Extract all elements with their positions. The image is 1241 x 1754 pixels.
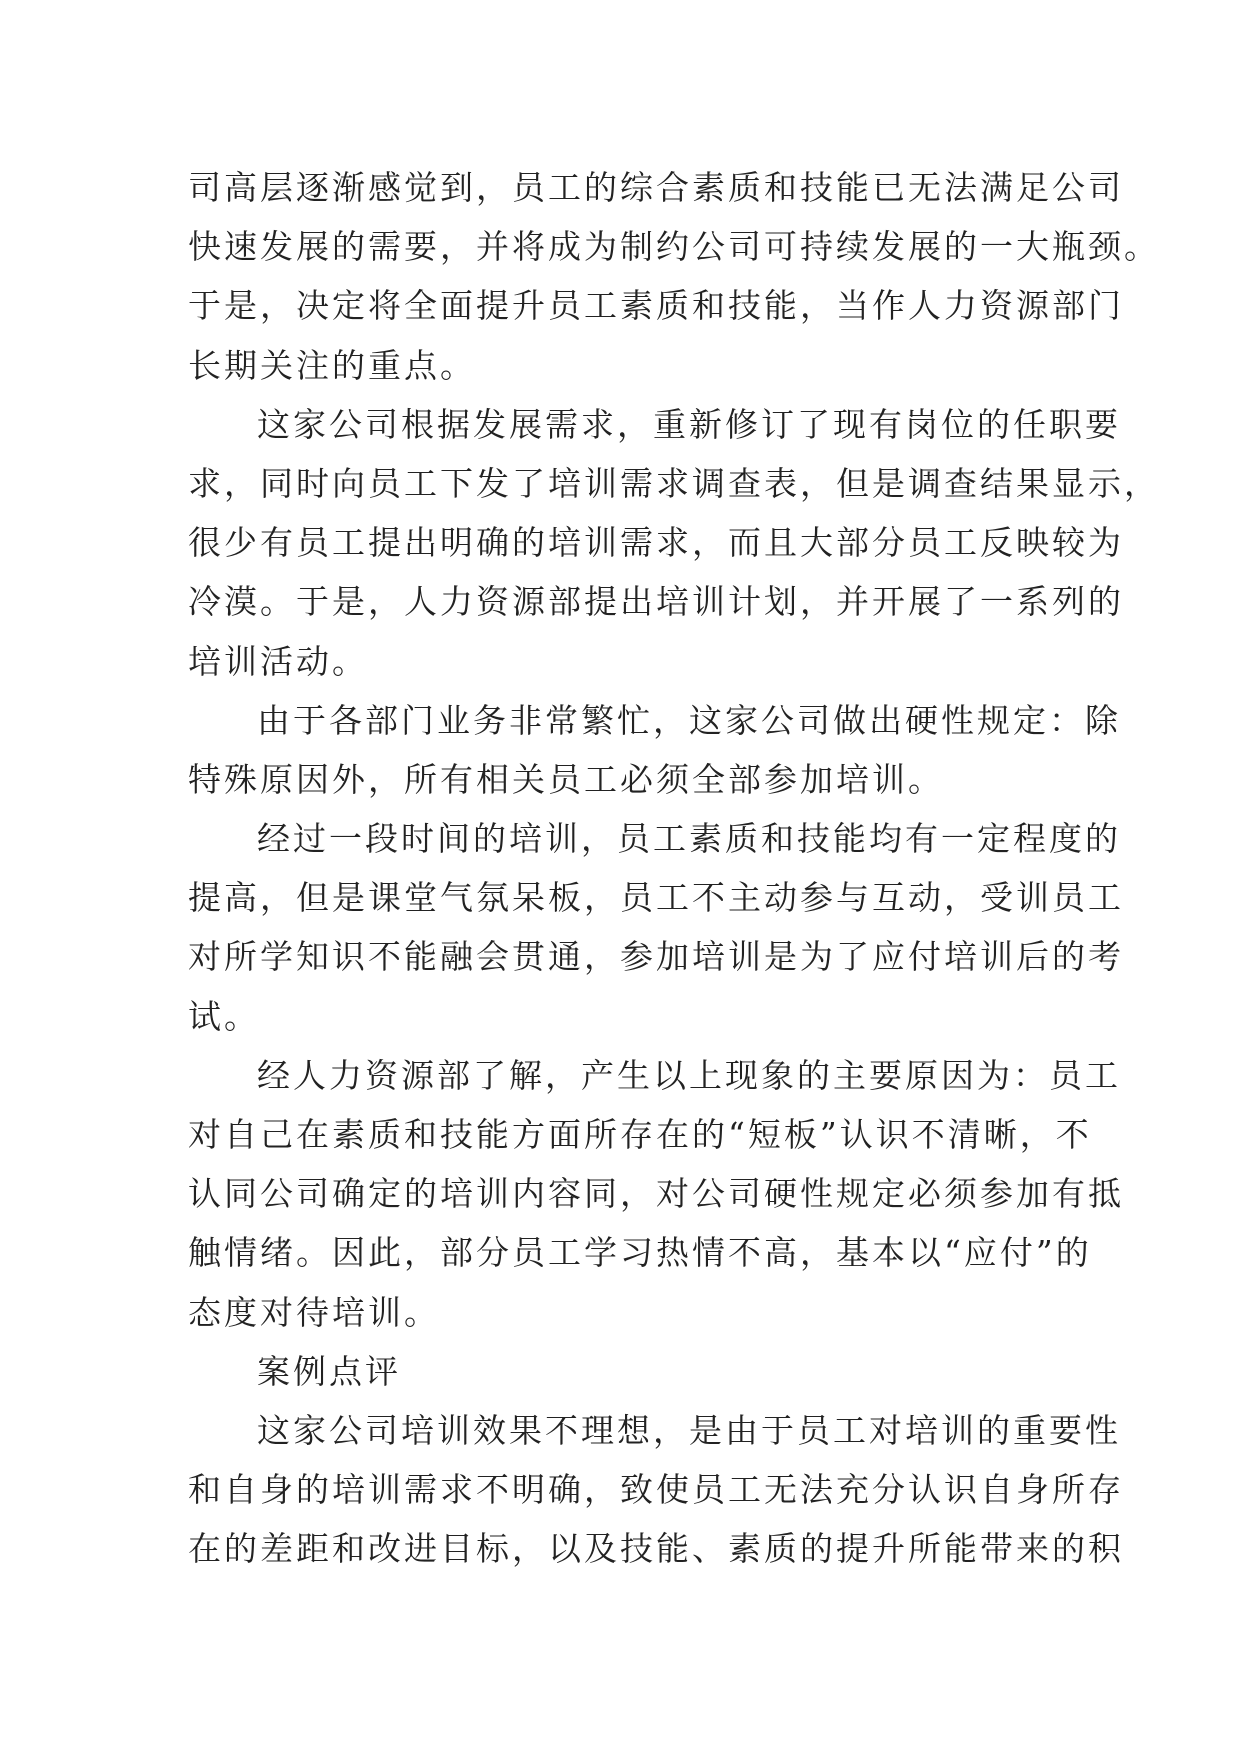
text-line: 提高，但是课堂气氛呆板，员工不主动参与互动，受训员工	[188, 878, 1124, 918]
text-line: 求，同时向员工下发了培训需求调查表，但是调查结果显示，	[188, 463, 1160, 503]
text-line: 快速发展的需要，并将成为制约公司可持续发展的一大瓶颈。	[188, 227, 1160, 267]
document-body	[188, 158, 1160, 1579]
text-line: 经过一段时间的培训，员工素质和技能均有一定程度的	[257, 819, 1121, 859]
text-line: 这家公司培训效果不理想，是由于员工对培训的重要性	[257, 1410, 1121, 1450]
text-line: 这家公司根据发展需求，重新修订了现有岗位的任职要	[257, 404, 1121, 444]
text-line: 长期关注的重点。	[188, 345, 476, 385]
text-line: 培训活动。	[188, 641, 368, 681]
text-line: 经人力资源部了解，产生以上现象的主要原因为：员工	[257, 1055, 1121, 1095]
text-line: 司高层逐渐感觉到，员工的综合素质和技能已无法满足公司	[188, 168, 1124, 207]
text-line: 冷漠。于是，人力资源部提出培训计划，并开展了一系列的	[188, 582, 1124, 622]
text-line: 态度对待培训。	[188, 1292, 440, 1332]
text-line: 于是，决定将全面提升员工素质和技能，当作人力资源部门	[188, 286, 1124, 326]
text-line: 在的差距和改进目标，以及技能、素质的提升所能带来的积	[188, 1529, 1124, 1569]
text-line: 案例点评	[257, 1351, 401, 1391]
text-line: 特殊原因外，所有相关员工必须全部参加培训。	[188, 759, 944, 799]
text-line: 对所学知识不能融会贯通，参加培训是为了应付培训后的考	[188, 937, 1124, 977]
text-line: 认同公司确定的培训内容同，对公司硬性规定必须参加有抵	[188, 1174, 1124, 1214]
text-line: 试。	[188, 996, 260, 1036]
text-line: 由于各部门业务非常繁忙，这家公司做出硬性规定：除	[257, 700, 1121, 740]
text-line: 和自身的培训需求不明确，致使员工无法充分认识自身所存	[188, 1470, 1124, 1510]
text-line: 触情绪。因此，部分员工学习热情不高，基本以“应付”的	[188, 1233, 1092, 1273]
text-line: 很少有员工提出明确的培训需求，而且大部分员工反映较为	[188, 523, 1124, 563]
text-line: 对自己在素质和技能方面所存在的“短板”认识不清晰，不	[188, 1115, 1092, 1154]
